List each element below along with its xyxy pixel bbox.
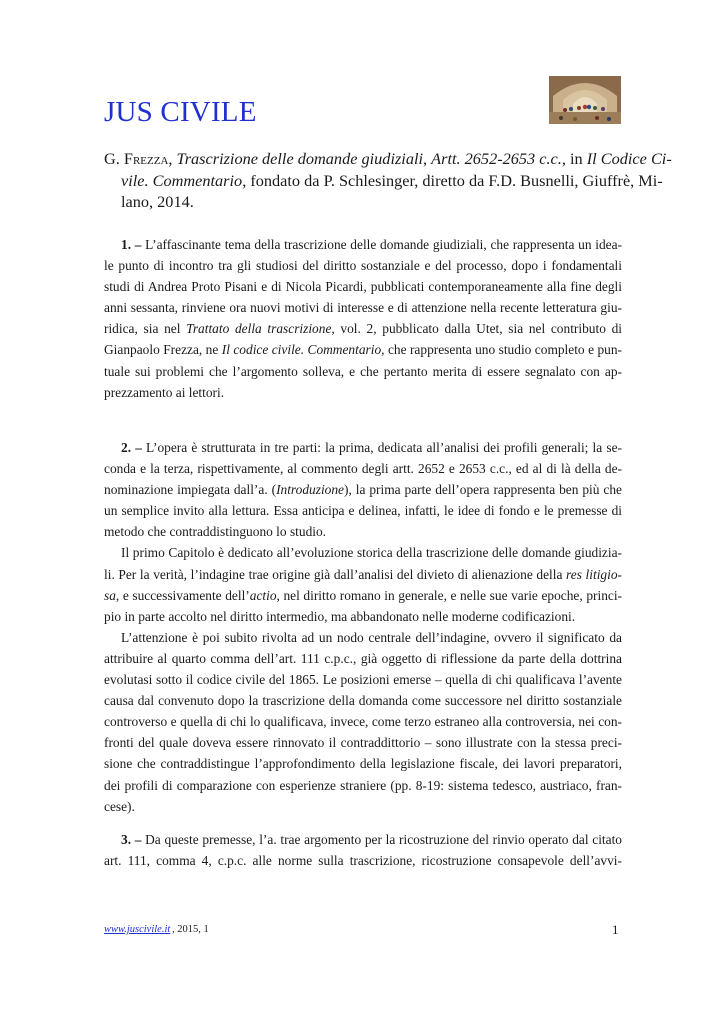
section-text: li. Per la verità, l’indagine trae origine già dall’analisi del divieto di alienazione della <box>104 566 567 582</box>
section-text: sione che contraddistingue l’approfondimento della legislazione fiscale, dei lavori preparatori, <box>104 756 622 772</box>
citation-author-surname: Frezza <box>123 149 169 168</box>
cited-work: Il codice civile. Commentario, <box>221 342 385 358</box>
section-number: 1. – <box>121 237 142 252</box>
section-text: pio in parte accolto nel diritto intermedio, ma abbandonato nelle moderne codificazioni. <box>104 608 576 624</box>
latin-term: actio <box>249 587 277 603</box>
citation-publisher: lano, 2014. <box>121 192 194 211</box>
citation-work: Il Codice Ci- <box>586 149 672 168</box>
section-text: anni sessanta, rinviene ora nuovi motivi di interesse e di attenzione nella recente letteratura giu- <box>104 300 622 316</box>
citation-work: vile. Commentario <box>121 170 243 190</box>
section-text: prezzamento ai lettori. <box>104 384 225 400</box>
section-text: L’affascinante tema della trascrizione delle domande giudiziali, che rappresenta un idea- <box>141 237 622 252</box>
section-text: Da queste premesse, l’a. trae argomento per la ricostruzione del rinvio operato dal citato <box>141 832 622 847</box>
latin-term: sa <box>104 587 116 603</box>
section-text: Il primo Capitolo è dedicato all’evoluzione storica della trascrizione delle domande giudizia- <box>121 545 622 561</box>
section-text: Gianpaolo Frezza, ne <box>104 342 222 358</box>
section-text: art. 111, comma 4, c.p.c. alle norme sulla trascrizione, ricostruzione consapevole dell’avvi- <box>104 853 622 869</box>
section-2 <box>104 437 622 817</box>
citation-sep: , <box>168 149 177 168</box>
book-citation <box>104 148 672 213</box>
footer-issue: , 2015, 1 <box>172 924 209 935</box>
footer-site-link[interactable]: www.juscivile.it <box>104 924 171 935</box>
section-number: 2. – <box>121 440 142 455</box>
citation-sep: , <box>423 149 432 168</box>
cited-work: Trattato della trascrizione <box>186 321 332 337</box>
citation-title: Trascrizione delle domande giudiziali <box>176 149 424 168</box>
masthead-title: JUS CIVILE <box>104 96 257 128</box>
latin-term: res litigio- <box>566 566 622 582</box>
section-number: 3. – <box>121 832 142 847</box>
section-text: le punto di incontro tra gli studiosi del diritto sostanziale e del processo, dopo i fondamentali <box>104 258 622 274</box>
section-text: un semplice invito alla lettura. Essa anticipa e delinea, infatti, le idee di fondo e le premesse di <box>104 503 622 519</box>
section-text: L’attenzione è poi subito rivolta ad un nodo centrale dell’indagine, ovvero il significato da <box>121 629 622 645</box>
citation-publisher: , fondato da P. Schlesinger, diretto da F.D. Busnelli, Giuffrè, Mi- <box>242 170 663 190</box>
fresco-logo-icon <box>549 76 621 124</box>
section-text: L’opera è strutturata in tre parti: la prima, dedicata all’analisi dei profili generali; la se- <box>141 440 622 455</box>
cited-work: Introduzione <box>276 482 345 498</box>
section-text: attribuire al quarto comma dell’art. 111 c.p.c., già oggetto di riflessione da parte della dottrina <box>104 650 622 666</box>
section-text: cese). <box>104 798 135 814</box>
section-text: , nel diritto romano in generale, e nelle sue varie epoche, princi- <box>276 587 623 603</box>
section-text: ), la prima parte dell’opera rappresenta ben più che <box>344 482 622 498</box>
section-text: causa dal convenuto dopo la trascrizione della domanda come successore nel diritto sostanziale <box>104 693 622 709</box>
section-text: evolutasi sotto il codice civile del 1865. Le posizioni emerse – quella di chi qualificava l’avente <box>104 672 622 688</box>
citation-sep: , in <box>561 149 587 168</box>
section-text: che rappresenta uno studio completo e pun- <box>384 342 622 358</box>
page-number: 1 <box>612 922 619 937</box>
section-1 <box>104 234 622 403</box>
section-3 <box>104 829 622 871</box>
section-text: fronti del quale doveva essere rinnovato il contraddittorio – sono illustrate con la stessa preci- <box>104 735 622 751</box>
section-text: dei profili di comparazione con esperienze straniere (pp. 8-19: sistema tedesco, austriaco, fran- <box>104 777 622 793</box>
section-text: ridica, sia nel <box>104 321 187 337</box>
section-text: studi di Andrea Proto Pisani e di Nicola Picardi, pubblicati contemporaneamente alla fine degli <box>104 279 622 295</box>
section-text: , e successivamente dell’ <box>115 587 250 603</box>
section-text: , vol. 2, pubblicato dalla Utet, sia nel contributo di <box>331 321 622 337</box>
section-text: nominazione impiegata dall’a. ( <box>104 482 277 498</box>
citation-author-initial: G. <box>104 149 124 168</box>
citation-articles: Artt. 2652-2653 c.c. <box>431 149 562 168</box>
section-text: controverso e quella di chi lo qualificava, invece, come terzo estraneo alla controversia, nei con- <box>104 714 622 730</box>
section-text: tuale sui problemi che l’argomento solleva, e che pertanto merita di essere segnalato con ap- <box>104 363 622 379</box>
section-text: conda e la terza, rispettivamente, al commento degli artt. 2652 e 2653 c.c., ed al di là della de- <box>104 461 622 477</box>
section-text: metodo che contraddistinguono lo studio. <box>104 524 327 540</box>
